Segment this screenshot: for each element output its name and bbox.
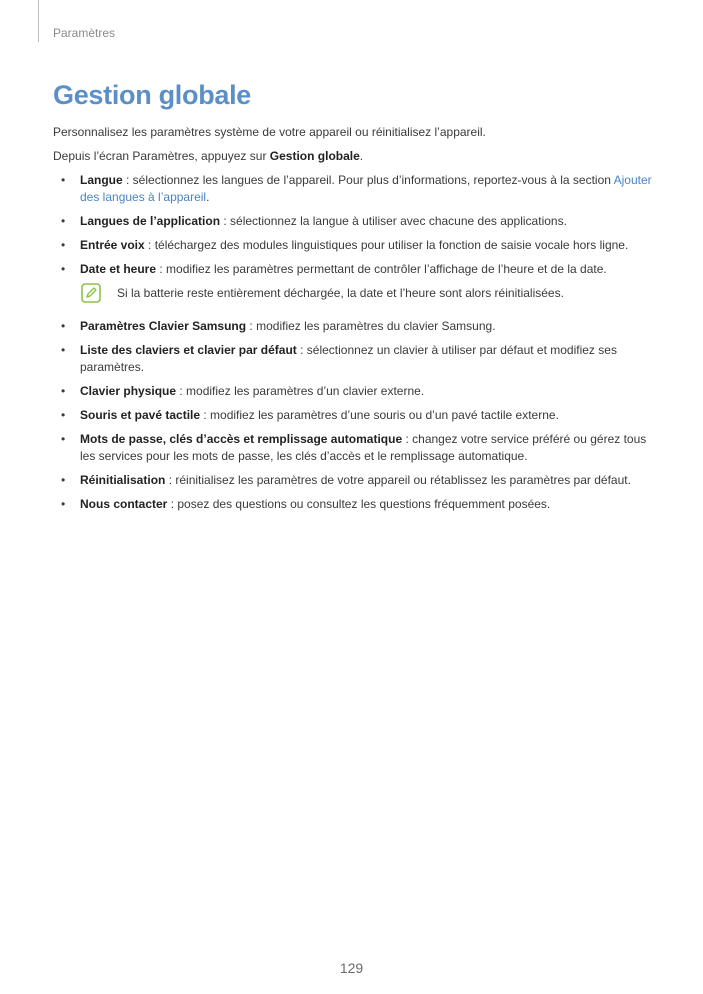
list-item-entree-voix: • Entrée voix : téléchargez des modules linguistiques pour utiliser la fonction de saisie vocale hors ligne.	[61, 238, 629, 252]
bullet-dot: •	[61, 173, 66, 187]
running-header: Paramètres	[53, 26, 116, 40]
settings-list-continued	[53, 318, 663, 513]
list-item-reinitialisation: • Réinitialisation : réinitialisez les paramètres de votre appareil ou rétablissez les paramètres par défaut.	[61, 473, 631, 487]
pencil-note-icon	[81, 283, 101, 303]
list-item-souris-pave: • Souris et pavé tactile : modifiez les paramètres d’une souris ou d’un pavé tactile externe.	[61, 408, 559, 422]
list-item-clavier-physique: • Clavier physique : modifiez les paramètres d’un clavier externe.	[61, 384, 425, 398]
bullet-dot: •	[61, 432, 66, 446]
bullet-dot: •	[61, 384, 66, 398]
note-text: Si la batterie reste entièrement déchargée, la date et l’heure sont alors réinitialisées.	[117, 286, 564, 300]
bullet-dot: •	[61, 214, 66, 228]
bullet-dot: •	[61, 408, 66, 422]
bullet-dot: •	[61, 497, 66, 511]
list-item-mots-de-passe: • Mots de passe, clés d’accès et remplissage automatique : changez votre service préféré ou gérez tous les services pour les mots de passe, les clés d’accès et le remplissage automatique.	[61, 432, 647, 463]
bullet-dot: •	[61, 473, 66, 487]
list-item-nous-contacter: • Nous contacter : posez des questions ou consultez les questions fréquemment posées.	[61, 497, 551, 511]
intro-text: Personnalisez les paramètres système de votre appareil ou réinitialisez l’appareil.	[53, 125, 486, 139]
navigation-path: Depuis l’écran Paramètres, appuyez sur Gestion globale.	[53, 149, 364, 163]
page-title: Gestion globale	[53, 80, 252, 110]
list-item-langues-application: • Langues de l’application : sélectionnez la langue à utiliser avec chacune des applications.	[61, 214, 567, 228]
list-item-liste-claviers: • Liste des claviers et clavier par défaut : sélectionnez un clavier à utiliser par défaut et modifiez ses paramètres.	[61, 343, 617, 374]
bullet-dot: •	[61, 319, 66, 333]
list-item-date-heure: • Date et heure : modifiez les paramètres permettant de contrôler l’affichage de l’heure et de la date.	[61, 262, 607, 276]
bullet-dot: •	[61, 238, 66, 252]
settings-list	[53, 172, 663, 278]
list-item-clavier-samsung: • Paramètres Clavier Samsung : modifiez les paramètres du clavier Samsung.	[61, 319, 496, 333]
main-content	[53, 124, 663, 520]
bullet-dot: •	[61, 343, 66, 357]
note-box	[53, 285, 663, 305]
bullet-dot: •	[61, 262, 66, 276]
path-target: Gestion globale	[269, 149, 360, 163]
cross-reference-link[interactable]: Ajouter des langues à l’appareil	[80, 173, 652, 204]
list-item-langue: • Langue : sélectionnez les langues de l’appareil. Pour plus d’informations, reportez-vous à la section Ajouter des langues à l’appareil.	[61, 173, 652, 204]
header-divider	[38, 0, 39, 42]
page-number: 129	[339, 960, 364, 976]
